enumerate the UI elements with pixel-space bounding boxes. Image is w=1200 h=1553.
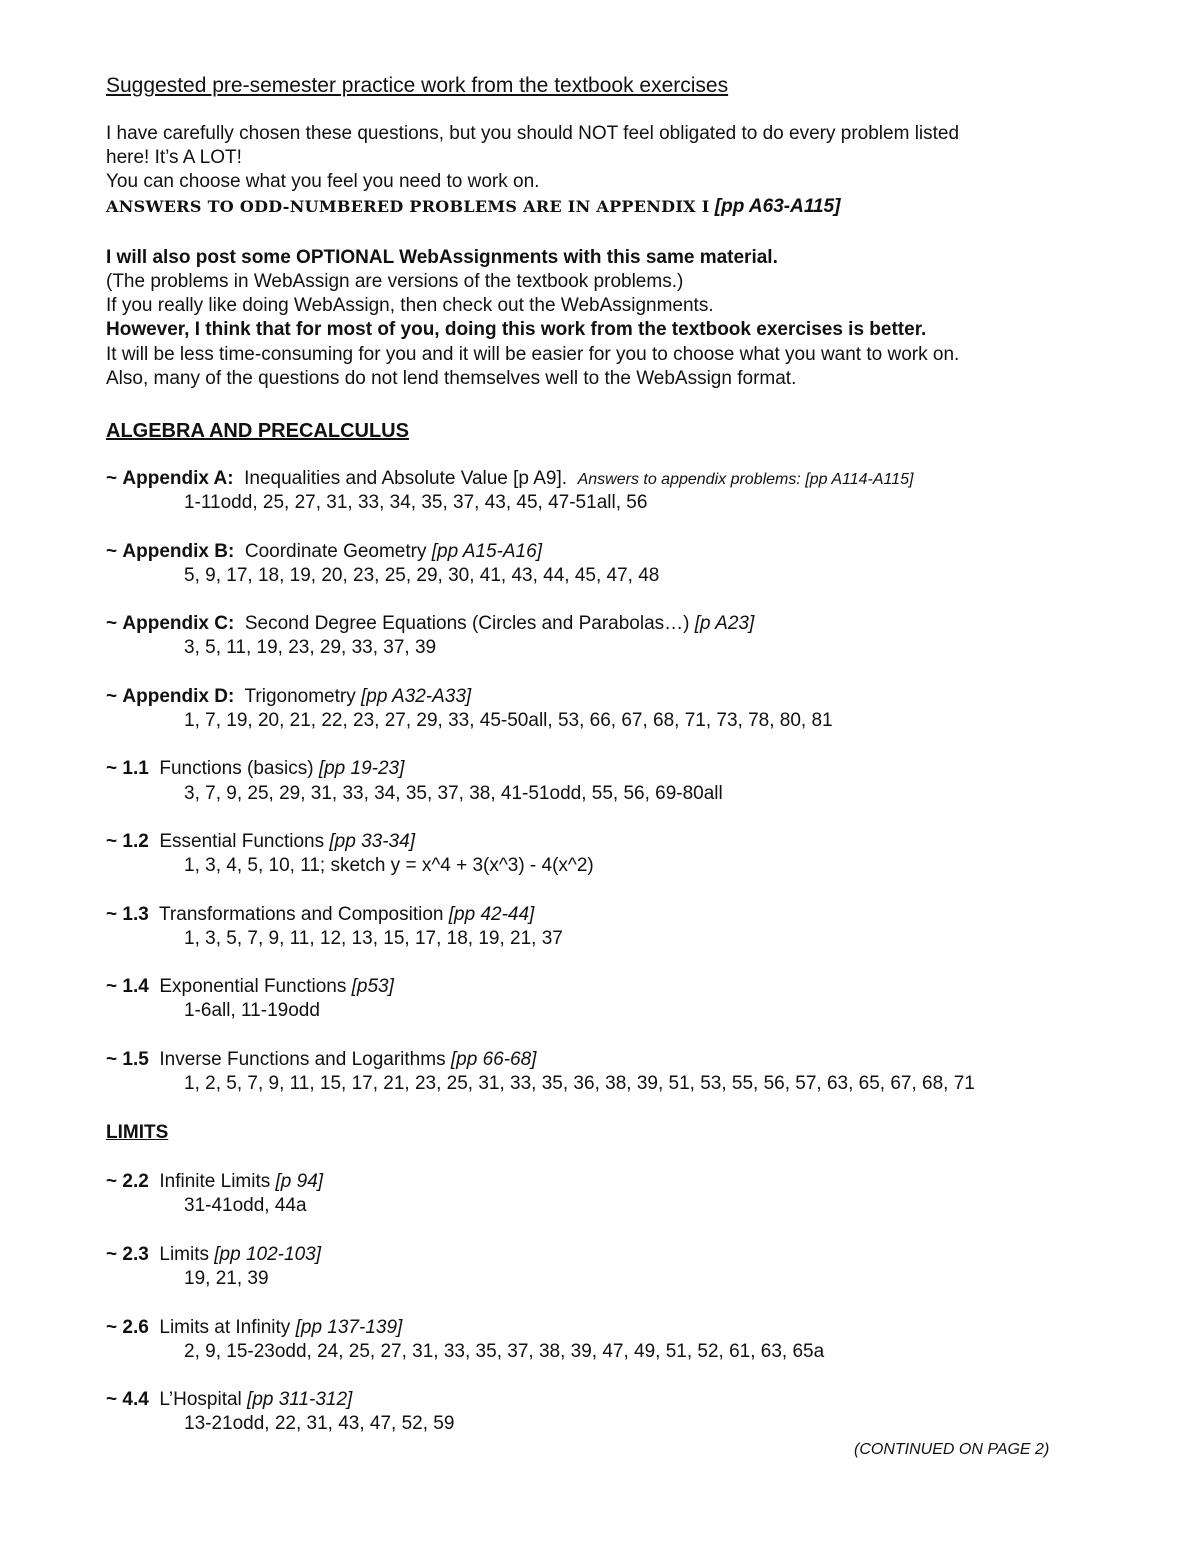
section-topic: Second Degree Equations (Circles and Parabolas…): [244, 613, 695, 634]
intro-line-3: You can choose what you feel you need to work on.: [106, 171, 540, 192]
continued-note: (CONTINUED ON PAGE 2): [854, 1441, 1050, 1458]
section-title: [106, 1170, 323, 1194]
section-title: [106, 757, 404, 781]
section-heading-algebra: ALGEBRA AND PRECALCULUS: [106, 420, 409, 442]
tilde-marker: ~: [106, 1244, 118, 1265]
section-problems: 31-41odd, 44a: [184, 1195, 307, 1216]
section-topic: Transformations and Composition: [159, 904, 449, 925]
section-problems: 1-11odd, 25, 27, 31, 33, 34, 35, 37, 43, 45, 47-51all, 56: [184, 492, 648, 513]
intro-line-1: I have carefully chosen these questions, but you should NOT feel obligated to do every problem listed: [106, 123, 960, 144]
webassign-line-5: It will be less time-consuming for you and it will be easier for you to choose what you want to work on.: [106, 344, 960, 365]
answers-note-bold: ANSWERS TO ODD-NUMBERED PROBLEMS ARE IN APPENDIX I: [106, 197, 710, 216]
section-number: 1.2: [122, 831, 149, 852]
webassign-line-2: (The problems in WebAssign are versions of the textbook problems.): [106, 271, 684, 292]
section-problems: 3, 5, 11, 19, 23, 29, 33, 37, 39: [184, 637, 437, 658]
section-number: 1.4: [122, 976, 149, 997]
section-number: 1.1: [122, 758, 149, 779]
section-topic: Infinite Limits: [159, 1171, 276, 1192]
section-topic: Inverse Functions and Logarithms: [159, 1049, 451, 1070]
section-topic: Limits at Infinity: [159, 1317, 296, 1338]
section-problems: 5, 9, 17, 18, 19, 20, 23, 25, 29, 30, 41, 43, 44, 45, 47, 48: [184, 565, 660, 586]
section-problems: 1, 3, 4, 5, 10, 11; sketch y = x^4 + 3(x^3) - 4(x^2): [184, 855, 594, 876]
webassign-line-4: However, I think that for most of you, doing this work from the textbook exercises is better.: [106, 319, 927, 340]
section-problems: 1-6all, 11-19odd: [184, 1000, 320, 1021]
section-topic: L’Hospital: [159, 1389, 248, 1410]
section-number: 4.4: [122, 1389, 149, 1410]
section-title: [106, 540, 542, 564]
page-title: Suggested pre-semester practice work from the textbook exercises: [106, 74, 729, 97]
tilde-marker: ~: [106, 613, 118, 634]
section-number: Appendix C:: [122, 613, 235, 634]
tilde-marker: ~: [106, 541, 118, 562]
section-title: [106, 1388, 352, 1412]
section-page-ref: [pp A15-A16]: [431, 541, 542, 562]
section-topic: Trigonometry: [244, 686, 361, 707]
section-title: [106, 975, 394, 999]
section-title: [106, 830, 415, 854]
section-title: [106, 685, 471, 709]
tilde-marker: ~: [106, 1049, 118, 1070]
section-number: 1.5: [122, 1049, 149, 1070]
tilde-marker: ~: [106, 758, 118, 779]
section-problems: 1, 3, 5, 7, 9, 11, 12, 13, 15, 17, 18, 19, 21, 37: [184, 928, 563, 949]
section-topic: Functions (basics): [159, 758, 319, 779]
tilde-marker: ~: [106, 1389, 118, 1410]
section-page-ref: [p 94]: [275, 1171, 324, 1192]
section-page-ref: [pp 102-103]: [214, 1244, 321, 1265]
section-number: 2.6: [122, 1317, 149, 1338]
section-title: [106, 612, 754, 636]
tilde-marker: ~: [106, 1317, 118, 1338]
section-page-ref: [p53]: [351, 976, 394, 997]
section-topic: Exponential Functions: [159, 976, 352, 997]
section-title: [106, 903, 534, 927]
section-problems: 1, 2, 5, 7, 9, 11, 15, 17, 21, 23, 25, 31, 33, 35, 36, 38, 39, 51, 53, 55, 56, 57, 63, 65, 67, 68, 71: [184, 1073, 975, 1094]
tilde-marker: ~: [106, 904, 118, 925]
section-title: [106, 1048, 536, 1072]
section-number: Appendix D:: [122, 686, 235, 707]
tilde-marker: ~: [106, 1171, 118, 1192]
section-topic: Inequalities and Absolute Value [p A9].: [244, 468, 568, 489]
section-topic: Essential Functions: [159, 831, 330, 852]
answers-note-ref: [pp A63-A115]: [714, 196, 841, 217]
webassign-line-6: Also, many of the questions do not lend themselves well to the WebAssign format.: [106, 368, 797, 389]
section-page-ref: [pp 19-23]: [318, 758, 405, 779]
webassign-line-3: If you really like doing WebAssign, then check out the WebAssignments.: [106, 295, 714, 316]
section-page-ref: [pp 311-312]: [247, 1389, 353, 1410]
tilde-marker: ~: [106, 976, 118, 997]
section-number: Appendix B:: [122, 541, 235, 562]
tilde-marker: ~: [106, 468, 118, 489]
section-problems: 2, 9, 15-23odd, 24, 25, 27, 31, 33, 35, 37, 38, 39, 47, 49, 51, 52, 61, 63, 65a: [184, 1341, 825, 1362]
section-page-ref: [pp 33-34]: [329, 831, 415, 852]
section-problems: 3, 7, 9, 25, 29, 31, 33, 34, 35, 37, 38, 41-51odd, 55, 56, 69-80all: [184, 783, 723, 804]
section-title: [106, 1243, 321, 1267]
webassign-line-1: I will also post some OPTIONAL WebAssignments with this same material.: [106, 247, 778, 268]
section-number: 2.2: [122, 1171, 149, 1192]
section-title: [106, 1316, 402, 1340]
intro-line-2: here! It’s A LOT!: [106, 147, 242, 168]
answers-note: [106, 195, 840, 219]
section-page-ref: [p A23]: [694, 613, 755, 634]
section-page-ref: Answers to appendix problems: [pp A114-A115]: [577, 471, 914, 488]
section-page-ref: [pp A32-A33]: [361, 686, 472, 707]
section-topic: Coordinate Geometry: [244, 541, 432, 562]
section-title: [106, 467, 914, 492]
tilde-marker: ~: [106, 686, 118, 707]
section-number: Appendix A:: [122, 468, 234, 489]
section-problems: 13-21odd, 22, 31, 43, 47, 52, 59: [184, 1413, 455, 1434]
tilde-marker: ~: [106, 831, 118, 852]
section-page-ref: [pp 66-68]: [450, 1049, 537, 1070]
section-number: 2.3: [122, 1244, 149, 1265]
section-problems: 1, 7, 19, 20, 21, 22, 23, 27, 29, 33, 45-50all, 53, 66, 67, 68, 71, 73, 78, 80, 81: [184, 710, 833, 731]
section-problems: 19, 21, 39: [184, 1268, 269, 1289]
section-page-ref: [pp 137-139]: [295, 1317, 403, 1338]
section-topic: Limits: [159, 1244, 215, 1265]
section-page-ref: [pp 42-44]: [448, 904, 535, 925]
section-heading-limits: LIMITS: [106, 1122, 169, 1143]
section-number: 1.3: [122, 904, 149, 925]
